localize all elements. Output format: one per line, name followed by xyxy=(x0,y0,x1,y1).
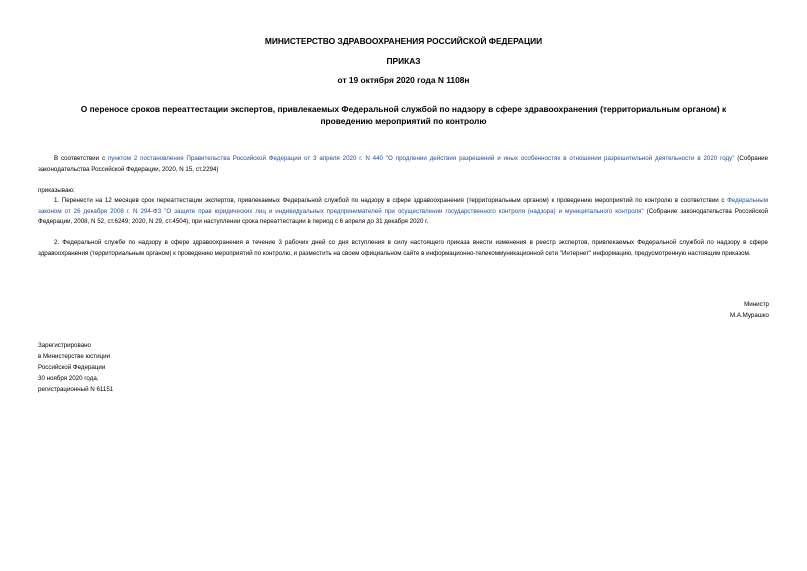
preamble-suffix: (Собрание законодательства Российской Федерации, 2020, N 15, ст.2294) xyxy=(38,155,769,173)
order-date-number: от 19 октября 2020 года N 1108н xyxy=(337,75,470,85)
registration-line-4: 30 ноября 2020 года, xyxy=(38,375,99,382)
ministry-heading: МИНИСТЕРСТВО ЗДРАВООХРАНЕНИЯ РОССИЙСКОЙ ФЕДЕРАЦИИ xyxy=(264,36,543,46)
preamble-prefix: В соответствии с xyxy=(54,155,108,162)
preamble-paragraph xyxy=(38,154,768,175)
registration-line-1: Зарегистрировано xyxy=(38,342,91,349)
order-title: О переносе сроков переаттестации экспертов, привлекаемых Федеральной службой по надзору в сфере здравоохранения (территориальным органом) к проведению мероприятий по контролю xyxy=(80,104,727,126)
item-1-paragraph xyxy=(38,196,768,228)
item-2-paragraph: 2. Федеральной службе по надзору в сфере здравоохранения в течение 3 рабочих дней со дня вступления в силу настоящего приказа внести изменения в реестр экспертов, привлекаемых Федеральной службой по надзору в сфере здравоохранения (территориальным органом) к проведению мероприятий по контролю, и разместить на своем официальном сайте в информационно-телекоммуникационной сети "Интернет" информацию, предусмотренную настоящим приказом. xyxy=(38,239,768,257)
signature-position: Министр xyxy=(744,301,769,308)
registration-line-2: в Министерстве юстиции xyxy=(38,353,111,360)
registration-block xyxy=(38,340,238,395)
signature-name: М.А.Мурашко xyxy=(729,312,769,319)
order-word: приказываю: xyxy=(38,187,75,194)
doc-type-heading: ПРИКАЗ xyxy=(386,56,421,66)
signature-block xyxy=(569,299,769,321)
item-1-link[interactable]: Федеральным законом от 26 декабря 2008 г. N 294-ФЗ "О защите прав юридических лиц и индивидуальных предпринимателей при осуществлении государственного контроля (надзора) и муниципального контроля" xyxy=(38,197,768,215)
registration-line-3: Российской Федерации xyxy=(38,364,106,371)
item-1-prefix: 1. Перенести на 12 месяцев срок переаттестации экспертов, привлекаемых Федеральной службой по надзору в сфере здравоохранения (территориальным органом) к проведению мероприятий по контролю в соответствии с xyxy=(54,197,728,204)
item-1-suffix: (Собрание законодательства Российской Федерации, 2008, N 52, ст.6249; 2020, N 29, ст.4504), при наступлении срока переаттестации в период с 6 апреля до 31 декабря 2020 г. xyxy=(38,207,768,225)
registration-line-5: регистрационный N 61151 xyxy=(38,386,114,393)
preamble-link[interactable]: пунктом 2 постановления Правительства Российской Федерации от 3 апреля 2020 г. N 440 "О продлении действия разрешений и иных особенностях в отношении разрешительной деятельности в 2020 году" xyxy=(107,155,735,162)
